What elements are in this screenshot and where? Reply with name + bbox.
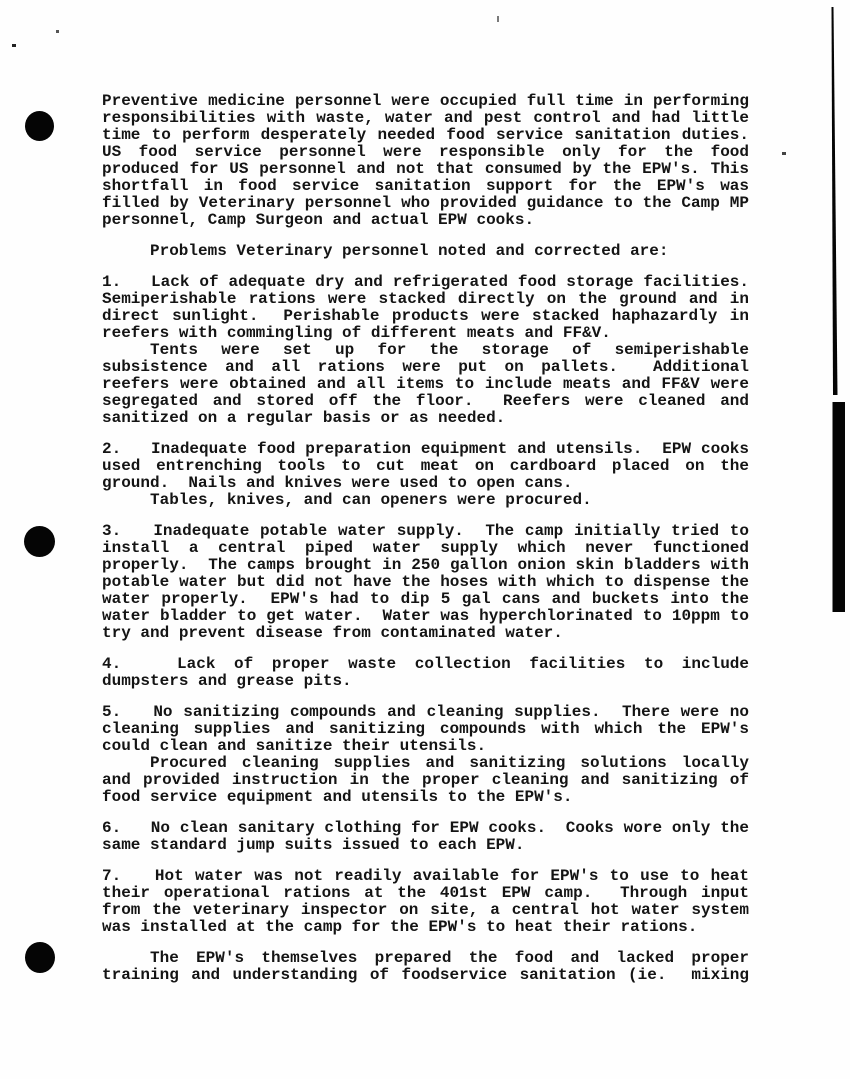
paragraph — [102, 243, 749, 260]
document-text — [102, 93, 749, 984]
text-line: and provided instruction in the proper cleaning and sanitizing of — [102, 771, 749, 789]
text-line: training and understanding of foodservice sanitation (ie. mixing — [102, 966, 749, 984]
text-line: water properly. EPW's had to dip 5 gal cans and buckets into the — [102, 590, 749, 608]
text-line: try and prevent disease from contaminated water. — [102, 624, 563, 642]
text-line: time to perform desperately needed food service sanitation duties. — [102, 126, 749, 144]
text-line: reefers were obtained and all items to include meats and FF&V were — [102, 375, 749, 393]
text-line: cleaning supplies and sanitizing compounds with which the EPW's — [102, 720, 749, 738]
text-line: filled by Veterinary personnel who provided guidance to the Camp MP — [102, 194, 749, 212]
text-line: 7. Hot water was not readily available for EPW's to use to heat — [102, 867, 749, 885]
text-line: 5. No sanitizing compounds and cleaning supplies. There were no — [102, 703, 749, 721]
text-line: Procured cleaning supplies and sanitizing solutions locally — [150, 754, 749, 772]
paragraph — [102, 274, 749, 427]
paragraph — [102, 656, 749, 690]
text-line: 6. No clean sanitary clothing for EPW cooks. Cooks wore only the — [102, 819, 749, 837]
text-line: segregated and stored off the floor. Reefers were cleaned and — [102, 392, 749, 410]
text-line: Semiperishable rations were stacked directly on the ground and in — [102, 290, 749, 308]
text-line: reefers with commingling of different meats and FF&V. — [102, 324, 611, 342]
text-line: sanitized on a regular basis or as needed. — [102, 409, 506, 427]
scan-speck — [497, 16, 499, 22]
paragraph — [102, 704, 749, 806]
hole-punch-mark-top — [25, 111, 54, 141]
text-line: 3. Inadequate potable water supply. The camp initially tried to — [102, 522, 749, 540]
text-line: The EPW's themselves prepared the food and lacked proper — [150, 949, 749, 967]
hole-punch-mark-middle — [24, 526, 55, 557]
scan-speck — [56, 30, 59, 33]
text-line: their operational rations at the 401st EPW camp. Through input — [102, 884, 749, 902]
text-line: Tents were set up for the storage of semiperishable — [150, 341, 749, 359]
hole-punch-mark-bottom — [25, 942, 55, 973]
text-line: subsistence and all rations were put on pallets. Additional — [102, 358, 749, 376]
text-line: from the veterinary inspector on site, a central hot water system — [102, 901, 749, 919]
text-line: produced for US personnel and not that consumed by the EPW's. This — [102, 160, 749, 178]
paragraph — [102, 820, 749, 854]
text-line: food service equipment and utensils to the EPW's. — [102, 788, 573, 806]
paragraph — [102, 523, 749, 642]
text-line: ground. Nails and knives were used to open cans. — [102, 474, 573, 492]
text-line: US food service personnel were responsible only for the food — [102, 143, 749, 161]
text-line: potable water but did not have the hoses with which to dispense the — [102, 573, 749, 591]
paragraph — [102, 950, 749, 984]
text-line: dumpsters and grease pits. — [102, 672, 352, 690]
paragraph — [102, 868, 749, 936]
text-line: Tables, knives, and can openers were procured. — [150, 491, 592, 509]
text-line: install a central piped water supply which never functioned — [102, 539, 749, 557]
text-line: 2. Inadequate food preparation equipment and utensils. EPW cooks — [102, 440, 749, 458]
text-line: could clean and sanitize their utensils. — [102, 737, 487, 755]
text-line: responsibilities with waste, water and pest control and had little — [102, 109, 749, 127]
text-line: shortfall in food service sanitation support for the EPW's was — [102, 177, 749, 195]
text-line: same standard jump suits issued to each EPW. — [102, 836, 525, 854]
text-line: direct sunlight. Perishable products were stacked haphazardly in — [102, 307, 749, 325]
text-line: 4. Lack of proper waste collection facilities to include — [102, 655, 749, 673]
paragraph — [102, 93, 749, 229]
text-line: was installed at the camp for the EPW's to heat their rations. — [102, 918, 698, 936]
scan-speck — [12, 44, 16, 47]
text-line: used entrenching tools to cut meat on cardboard placed on the — [102, 457, 749, 475]
text-line: 1. Lack of adequate dry and refrigerated food storage facilities. — [102, 273, 749, 291]
text-line: properly. The camps brought in 250 gallon onion skin bladders with — [102, 556, 749, 574]
scan-speck — [782, 152, 786, 155]
text-line: personnel, Camp Surgeon and actual EPW cooks. — [102, 211, 535, 229]
right-edge-scan-bar — [833, 402, 846, 612]
right-edge-scan-line — [832, 7, 838, 395]
text-line: Problems Veterinary personnel noted and corrected are: — [150, 242, 669, 260]
text-line: water bladder to get water. Water was hyperchlorinated to 10ppm to — [102, 607, 749, 625]
text-line: Preventive medicine personnel were occupied full time in performing — [102, 92, 749, 110]
paragraph — [102, 441, 749, 509]
